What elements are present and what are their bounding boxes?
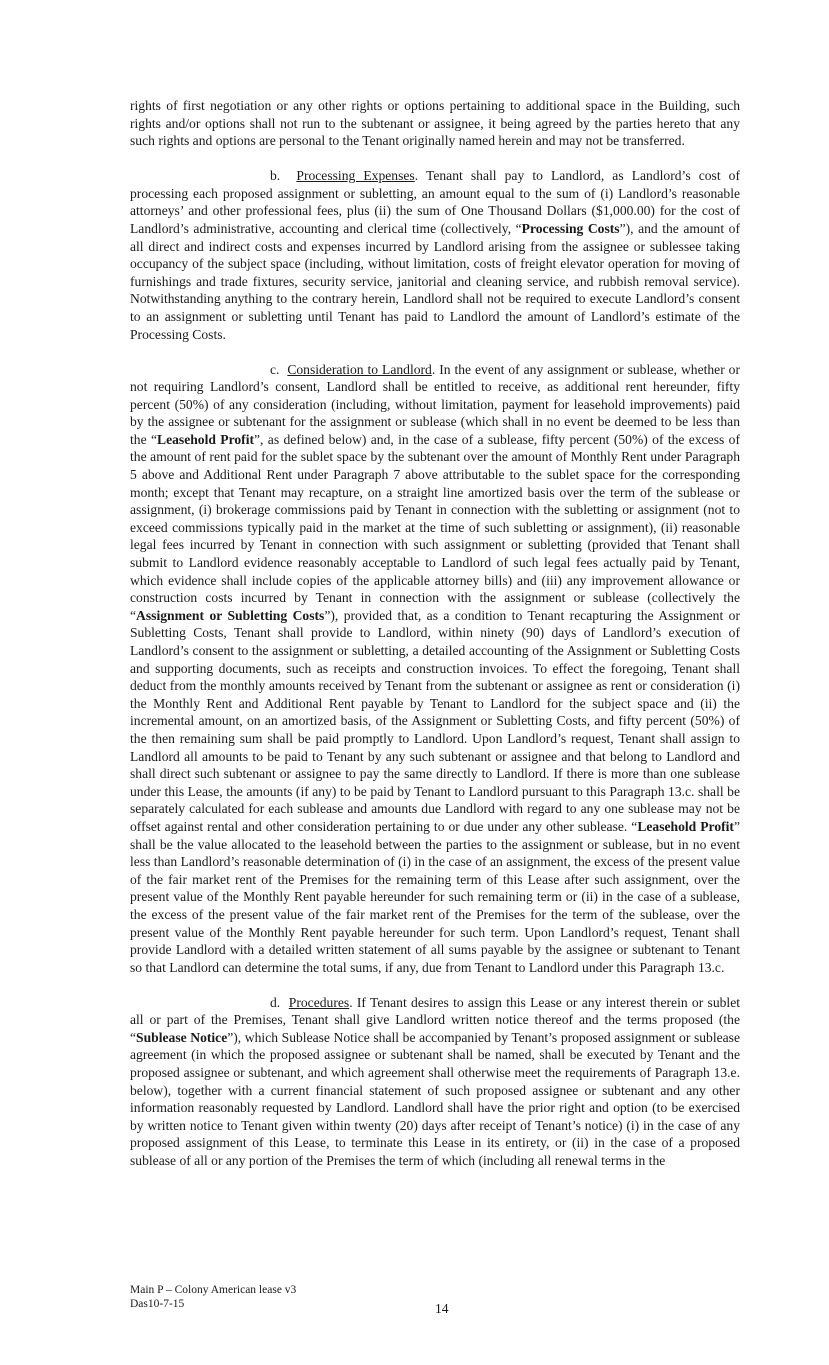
section-heading: Consideration to Landlord bbox=[287, 361, 432, 377]
defined-term: Leasehold Profit bbox=[157, 431, 255, 447]
section-label: b. bbox=[270, 168, 281, 184]
section-label: d. bbox=[270, 994, 281, 1010]
defined-term: Leasehold Profit bbox=[637, 818, 734, 834]
paragraph-text: rights of first negotiation or any other rights or options pertaining to additional space in the Building, such rights and/or options shall not run to the subtenant or assignee, it being agreed by the parties hereto that any such rights and options are personal to the Tenant originally named herein and may not be transferred. bbox=[130, 98, 740, 149]
section-text: ”, as defined below) and, in the case of a sublease, fifty percent (50%) of the excess of the amount of rent paid for the sublet space by the subtenant over the amount of Monthly Rent under Paragraph 5 above and Additional Rent under Paragraph 7 above attributable to the sublet space for the corresponding month; except that Tenant may recapture, on a straight line amortized basis over the term of the sublease or assignment, (i) brokerage commissions paid by Tenant in connection with the subletting or assignment (not to exceed commissions typically paid in the market at the time of such subletting or assignment), (ii) reasonable legal fees incurred by Tenant in connection with such assignment or subletting (provided that Tenant shall submit to Landlord evidence reasonably acceptable to Landlord of such legal fees actually paid by Tenant, which evidence shall include copies of the applicable attorney bills) and (iii) any improvement allowance or construction costs incurred by Tenant in connection with the assignment or sublease (collectively the “ bbox=[130, 431, 740, 623]
section-d-procedures bbox=[130, 994, 740, 1170]
section-text: . In the event of any assignment or sublease, whether or not requiring Landlord’s consent, Landlord shall be entitled to receive, as additional rent hereunder, fifty percent (50%) of any consideration (including, without limitation, payment for leasehold improvements) paid by the assignee or subtenant for the assignment or sublease (which shall in no event be deemed to be less than the “ bbox=[130, 361, 740, 447]
section-text: ”), which Sublease Notice shall be accompanied by Tenant’s proposed assignment or sublease agreement (in which the proposed assignee or subtenant shall be named, shall be executed by Tenant and the proposed assignee or subtenant, and which agreement shall otherwise meet the requirements of Paragraph 13.e. below), together with a current financial statement of such proposed assignee or subtenant and any other information reasonably requested by Landlord. Landlord shall have the prior right and option (to be exercised by written notice to Tenant given within twenty (20) days after receipt of Tenant’s notice) (i) in the case of any proposed assignment of this Lease, to terminate this Lease in its entirety, or (ii) in the case of a proposed sublease of all or any portion of the Premises the term of which (including all renewal terms in the bbox=[130, 1029, 740, 1169]
section-text: ”), and the amount of all direct and indirect costs and expenses incurred by Landlord arising from the assignee or sublessee taking occupancy of the subject space (including, without limitation, costs of freight elevator operation for moving of furnishings and trade fixtures, security service, janitorial and cleaning service, and rubbish removal service). Notwithstanding anything to the contrary herein, Landlord shall not be required to execute Landlord’s consent to an assignment or subletting until Tenant has paid to Landlord the amount of Landlord’s estimate of the Processing Costs. bbox=[130, 220, 740, 342]
section-heading: Processing Expenses bbox=[296, 168, 415, 184]
section-label: c. bbox=[270, 361, 280, 377]
section-c-consideration bbox=[130, 361, 740, 977]
defined-term: Processing Costs bbox=[521, 220, 620, 236]
section-text: ”), provided that, as a condition to Tenant recapturing the Assignment or Subletting Costs, Tenant shall provide to Landlord, within ninety (90) days of Landlord’s execution of Landlord’s consent to the assignment or subletting, a detailed accounting of the Assignment or Subletting Costs and supporting documents, such as receipts and construction invoices. To effect the foregoing, Tenant shall deduct from the monthly amounts received by Tenant from the subtenant or assignee as rent or consideration (i) the Monthly Rent and Additional Rent payable by Tenant to Landlord for the subject space and (ii) the incremental amount, on an amortized basis, of the Assignment or Subletting Costs, and fifty percent (50%) of the then remaining sum shall be paid promptly to Landlord. Upon Landlord’s request, Tenant shall assign to Landlord all amounts to be paid to Tenant by any such subtenant or assignee and that belong to Landlord and shall direct such subtenant or assignee to pay the same directly to Landlord. If there is more than one sublease under this Lease, the amounts (if any) to be paid by Tenant to Landlord pursuant to this Paragraph 13.c. shall be separately calculated for each sublease and amounts due Landlord with regard to any one sublease may not be offset against rental and other consideration pertaining to or due under any other sublease. “ bbox=[130, 607, 741, 834]
section-text: . If Tenant desires to assign this Lease or any interest therein or sublet all or part of the Premises, Tenant shall give Landlord written notice thereof and the terms proposed (the “ bbox=[130, 994, 741, 1045]
section-text: ” shall be the value allocated to the leasehold between the parties to the assignment or sublease, but in no event less than Landlord’s reasonable determination of (i) in the case of an assignment, the excess of the present value of the fair market rent of the Premises for the remaining term of this Lease after such assignment, over the present value of the Monthly Rent payable hereunder for such remaining term or (ii) in the case of a sublease, the excess of the present value of the fair market rent of the Premises for the term of the sublease, over the present value of the Monthly Rent payable hereunder for such term. Upon Landlord’s request, Tenant shall provide Landlord with a detailed written statement of all sums payable by the assignee or subtenant to Tenant so that Landlord can determine the total sums, if any, due from Tenant to Landlord under this Paragraph 13.c. bbox=[130, 818, 740, 975]
footer-document-id: Das10-7-15 bbox=[130, 1298, 185, 1310]
paragraph-continuation bbox=[130, 97, 740, 150]
footer-document-name: Main P – Colony American lease v3 bbox=[130, 1284, 297, 1296]
defined-term: Assignment or Subletting Costs bbox=[136, 607, 325, 623]
section-text: . Tenant shall pay to Landlord, as Landlord’s cost of processing each proposed assignment or subletting, an amount equal to the sum of (i) Landlord’s reasonable attorneys’ and other professional fees, plus (ii) the sum of One Thousand Dollars ($1,000.00) for the cost of Landlord’s administrative, accounting and clerical time (collectively, “ bbox=[130, 168, 741, 236]
section-heading: Procedures bbox=[288, 994, 350, 1010]
section-b-processing-expenses bbox=[130, 167, 740, 343]
page-number: 14 bbox=[435, 1301, 449, 1316]
defined-term: Sublease Notice bbox=[136, 1029, 228, 1045]
document-body bbox=[130, 97, 740, 1187]
